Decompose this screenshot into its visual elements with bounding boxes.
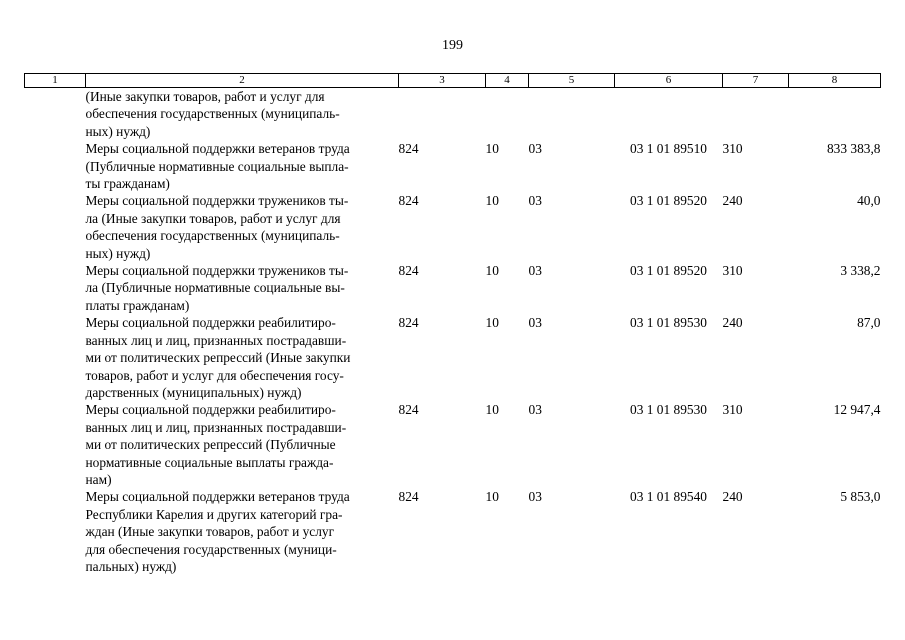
table-row xyxy=(25,192,881,262)
row-code: 824 xyxy=(398,315,419,331)
budget-table xyxy=(24,73,881,575)
row-amount: 833 383,8 xyxy=(826,141,881,157)
row-name: Меры социальной поддержки реабилитиро- ванных лиц и лиц, признанных пострадавши- ми от политических репрессий (Публичные нормативные социальные выплаты гражда- нам) xyxy=(85,402,347,487)
row-name: Меры социальной поддержки ветеранов труда (Публичные нормативные социальные выпла- ты гражданам) xyxy=(85,141,350,192)
row-section: 10 xyxy=(485,263,499,279)
row-article: 03 1 01 89530 xyxy=(630,402,707,418)
table-header-row xyxy=(25,74,881,88)
column-header: 7 xyxy=(723,74,789,88)
row-code: 824 xyxy=(398,263,419,279)
column-header: 1 xyxy=(25,74,86,88)
page-number: 199 xyxy=(442,38,463,53)
row-expense-type: 240 xyxy=(722,489,743,505)
row-expense-type: 240 xyxy=(722,315,743,331)
row-section: 10 xyxy=(485,141,499,157)
row-subsection: 03 xyxy=(528,402,542,418)
row-amount: 3 338,2 xyxy=(840,263,881,279)
row-expense-type: 310 xyxy=(722,141,743,157)
table-row-continuation xyxy=(25,88,881,141)
row-article: 03 1 01 89520 xyxy=(630,193,707,209)
row-article: 03 1 01 89510 xyxy=(630,141,707,157)
row-code: 824 xyxy=(398,489,419,505)
row-amount: 12 947,4 xyxy=(833,402,881,418)
row-expense-type: 240 xyxy=(722,193,743,209)
row-name: Меры социальной поддержки реабилитиро- ванных лиц и лиц, признанных пострадавши- ми от политических репрессий (Иные закупки товаров, работ и услуг для обеспечения госу- дарственных (муниципальных) нужд) xyxy=(85,315,351,400)
column-header: 6 xyxy=(615,74,723,88)
row-amount: 40,0 xyxy=(857,193,881,209)
row-section: 10 xyxy=(485,193,499,209)
row-section: 10 xyxy=(485,315,499,331)
column-header: 4 xyxy=(486,74,529,88)
row-subsection: 03 xyxy=(528,315,542,331)
column-header: 8 xyxy=(789,74,881,88)
row-article: 03 1 01 89540 xyxy=(630,489,707,505)
table-row xyxy=(25,488,881,575)
row-expense-type: 310 xyxy=(722,402,743,418)
row-name: (Иные закупки товаров, работ и услуг для обеспечения государственных (муниципаль- ных) нужд) xyxy=(85,89,340,139)
row-amount: 87,0 xyxy=(857,315,881,331)
table-row xyxy=(25,262,881,314)
row-code: 824 xyxy=(398,193,419,209)
table-row xyxy=(25,140,881,192)
row-section: 10 xyxy=(485,402,499,418)
column-header: 2 xyxy=(86,74,399,88)
row-subsection: 03 xyxy=(528,489,542,505)
column-header: 5 xyxy=(529,74,615,88)
row-subsection: 03 xyxy=(528,193,542,209)
row-subsection: 03 xyxy=(528,263,542,279)
table-row xyxy=(25,314,881,401)
row-expense-type: 310 xyxy=(722,263,743,279)
row-name: Меры социальной поддержки ветеранов труда Республики Карелия и других категорий гра- ждан (Иные закупки товаров, работ и услуг для обеспечения государственных (муници- пальных) нужд) xyxy=(85,489,350,574)
row-code: 824 xyxy=(398,402,419,418)
row-article: 03 1 01 89530 xyxy=(630,315,707,331)
column-header: 3 xyxy=(399,74,486,88)
row-article: 03 1 01 89520 xyxy=(630,263,707,279)
table-row xyxy=(25,401,881,488)
row-section: 10 xyxy=(485,489,499,505)
row-amount: 5 853,0 xyxy=(840,489,881,505)
row-subsection: 03 xyxy=(528,141,542,157)
row-name: Меры социальной поддержки тружеников ты- ла (Публичные нормативные социальные вы- платы гражданам) xyxy=(85,263,349,313)
row-name: Меры социальной поддержки тружеников ты- ла (Иные закупки товаров, работ и услуг для обеспечения государственных (муниципаль- ных) нужд) xyxy=(85,193,349,261)
row-code: 824 xyxy=(398,141,419,157)
